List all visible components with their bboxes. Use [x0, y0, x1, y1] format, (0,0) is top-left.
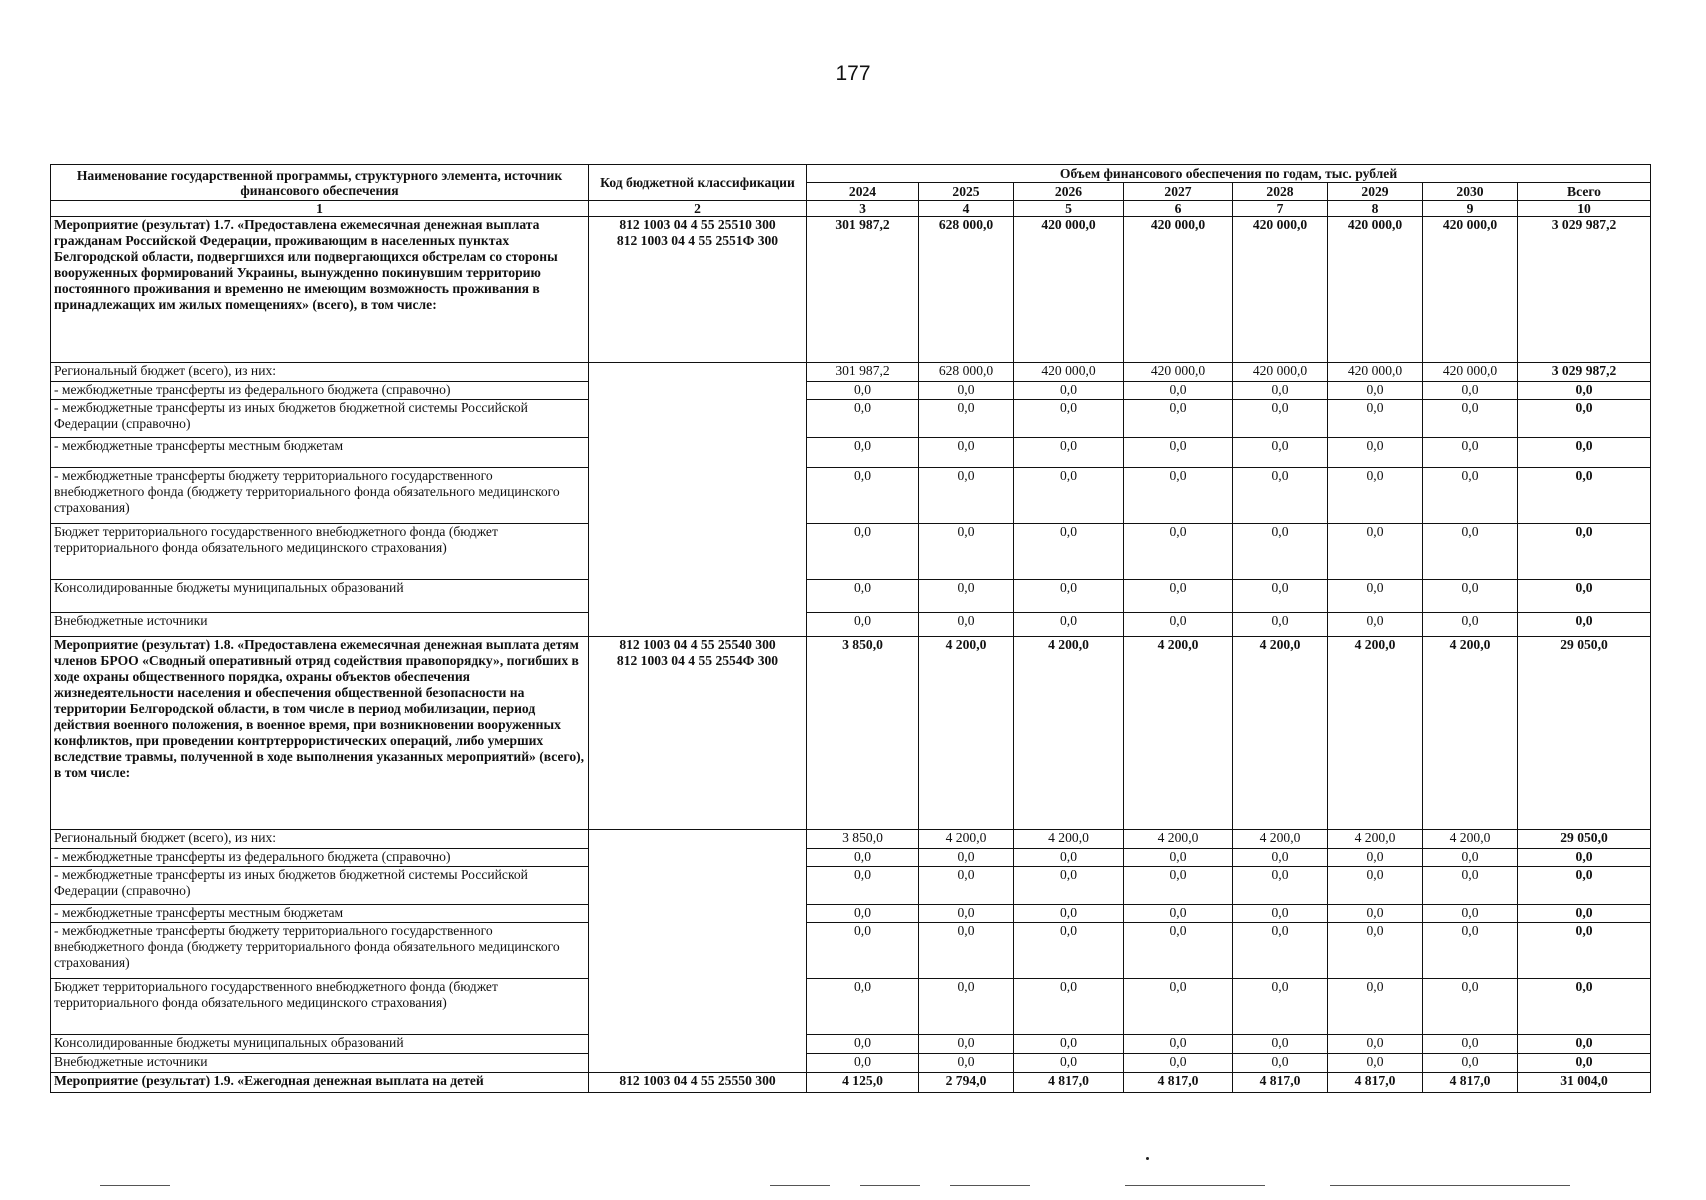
year-value: 0,0 — [1124, 382, 1233, 400]
year-value: 3 850,0 — [807, 830, 919, 849]
year-value: 420 000,0 — [1124, 363, 1233, 382]
year-value: 420 000,0 — [1014, 217, 1124, 363]
year-value: 628 000,0 — [919, 363, 1014, 382]
source-row — [51, 1035, 1651, 1054]
year-value: 301 987,2 — [807, 363, 919, 382]
source-name: - межбюджетные трансферты местным бюджетам — [51, 905, 589, 923]
year-value: 420 000,0 — [1014, 363, 1124, 382]
year-value: 4 200,0 — [1233, 830, 1328, 849]
source-name: Консолидированные бюджеты муниципальных образований — [51, 580, 589, 613]
year-value: 0,0 — [807, 382, 919, 400]
year-value: 4 200,0 — [919, 830, 1014, 849]
year-value: 0,0 — [1328, 400, 1423, 438]
year-value: 0,0 — [919, 524, 1014, 580]
year-value: 420 000,0 — [1423, 217, 1518, 363]
total-value: 0,0 — [1518, 468, 1651, 524]
total-value: 0,0 — [1518, 1035, 1651, 1054]
year-value: 0,0 — [1423, 613, 1518, 637]
measure-name: Мероприятие (результат) 1.8. «Предоставлена ежемесячная денежная выплата детям членов БРОО «Сводный оперативный отряд содействия правопорядку», погибших в ходе охраны общественного порядка, охраны объектов обеспечения жизнедеятельности населения и обеспечения общественной безопасности на территории Белгородской области, в том числе в период мобилизации, период действия военного положения, в военное время, при возникновении вооруженных конфликтов, при проведении контртеррористических операций, либо умерших вследствие травмы, полученной в ходе выполнения указанных мероприятий» (всего), в том числе: — [51, 637, 589, 830]
budget-table — [50, 164, 1651, 1093]
year-value: 0,0 — [1124, 905, 1233, 923]
source-row — [51, 923, 1651, 979]
measure-row — [51, 637, 1651, 830]
total-value: 29 050,0 — [1518, 637, 1651, 830]
total-value: 3 029 987,2 — [1518, 217, 1651, 363]
year-value: 0,0 — [1328, 867, 1423, 905]
year-value: 0,0 — [1124, 613, 1233, 637]
budget-code-cell — [589, 637, 807, 830]
year-value: 0,0 — [919, 438, 1014, 468]
year-value: 2 794,0 — [919, 1073, 1014, 1093]
year-value: 0,0 — [1014, 580, 1124, 613]
year-value: 0,0 — [1423, 979, 1518, 1035]
year-value: 0,0 — [1423, 524, 1518, 580]
year-value: 0,0 — [1014, 849, 1124, 867]
year-value: 0,0 — [1233, 867, 1328, 905]
year-value: 301 987,2 — [807, 217, 919, 363]
year-value: 0,0 — [1328, 1035, 1423, 1054]
source-row — [51, 867, 1651, 905]
total-value: 0,0 — [1518, 867, 1651, 905]
year-value: 0,0 — [919, 580, 1014, 613]
year-value: 0,0 — [807, 400, 919, 438]
column-number: 3 — [807, 201, 919, 217]
year-value: 0,0 — [919, 468, 1014, 524]
header-name: Наименование государственной программы, структурного элемента, источник финансового обеспечения — [51, 165, 589, 201]
year-value: 0,0 — [1014, 438, 1124, 468]
source-row — [51, 438, 1651, 468]
year-value: 4 200,0 — [1328, 830, 1423, 849]
source-row — [51, 363, 1651, 382]
total-value: 31 004,0 — [1518, 1073, 1651, 1093]
column-number: 8 — [1328, 201, 1423, 217]
year-value: 0,0 — [919, 979, 1014, 1035]
column-number: 7 — [1233, 201, 1328, 217]
total-value: 0,0 — [1518, 382, 1651, 400]
year-value: 0,0 — [1233, 1035, 1328, 1054]
year-value: 0,0 — [1014, 1035, 1124, 1054]
year-value: 0,0 — [1328, 923, 1423, 979]
year-value: 0,0 — [1328, 979, 1423, 1035]
column-number: 2 — [589, 201, 807, 217]
year-value: 0,0 — [807, 1035, 919, 1054]
source-row — [51, 524, 1651, 580]
year-value: 0,0 — [1124, 580, 1233, 613]
year-value: 0,0 — [919, 613, 1014, 637]
source-row — [51, 1054, 1651, 1073]
budget-code-empty — [589, 830, 807, 1073]
column-number: 4 — [919, 201, 1014, 217]
year-value: 420 000,0 — [1233, 363, 1328, 382]
total-value: 0,0 — [1518, 438, 1651, 468]
year-value: 3 850,0 — [807, 637, 919, 830]
year-value: 0,0 — [807, 613, 919, 637]
budget-code: 812 1003 04 4 55 2554Ф 300 — [616, 653, 779, 668]
year-value: 0,0 — [1124, 979, 1233, 1035]
source-name: - межбюджетные трансферты из федерального бюджета (справочно) — [51, 849, 589, 867]
year-value: 4 817,0 — [1423, 1073, 1518, 1093]
year-value: 0,0 — [919, 382, 1014, 400]
year-value: 0,0 — [1233, 1054, 1328, 1073]
year-value: 4 200,0 — [1328, 637, 1423, 830]
total-value: 0,0 — [1518, 923, 1651, 979]
year-value: 0,0 — [1014, 613, 1124, 637]
year-value: 0,0 — [1124, 438, 1233, 468]
year-value: 4 200,0 — [919, 637, 1014, 830]
column-number: 9 — [1423, 201, 1518, 217]
year-value: 420 000,0 — [1328, 217, 1423, 363]
source-name: Региональный бюджет (всего), из них: — [51, 830, 589, 849]
year-value: 0,0 — [1233, 979, 1328, 1035]
budget-code: 812 1003 04 4 55 25510 300 — [619, 217, 776, 232]
total-value: 0,0 — [1518, 613, 1651, 637]
source-row — [51, 613, 1651, 637]
source-name: - межбюджетные трансферты бюджету территориального государственного внебюджетного фонда (бюджету территориального фонда обязательного медицинского страхования) — [51, 468, 589, 524]
year-value: 4 125,0 — [807, 1073, 919, 1093]
year-value: 4 200,0 — [1124, 830, 1233, 849]
year-value: 0,0 — [1014, 400, 1124, 438]
year-value: 0,0 — [807, 524, 919, 580]
year-value: 0,0 — [1423, 923, 1518, 979]
year-value: 4 200,0 — [1014, 830, 1124, 849]
year-value: 0,0 — [1423, 905, 1518, 923]
year-value: 0,0 — [807, 867, 919, 905]
total-value: 0,0 — [1518, 580, 1651, 613]
year-value: 0,0 — [1423, 867, 1518, 905]
year-value: 0,0 — [807, 580, 919, 613]
year-value: 0,0 — [1014, 979, 1124, 1035]
column-number: 1 — [51, 201, 589, 217]
header-year: 2025 — [919, 183, 1014, 201]
year-value: 0,0 — [919, 400, 1014, 438]
header-year: 2024 — [807, 183, 919, 201]
year-value: 0,0 — [1233, 524, 1328, 580]
source-row — [51, 830, 1651, 849]
year-value: 0,0 — [1233, 438, 1328, 468]
year-value: 0,0 — [807, 979, 919, 1035]
header-year: 2030 — [1423, 183, 1518, 201]
year-value: 0,0 — [1328, 438, 1423, 468]
budget-code-cell — [589, 1073, 807, 1093]
year-value: 0,0 — [1423, 1054, 1518, 1073]
scan-artifacts — [0, 1185, 1706, 1195]
year-value: 0,0 — [1233, 580, 1328, 613]
year-value: 0,0 — [919, 923, 1014, 979]
year-value: 0,0 — [919, 867, 1014, 905]
source-name: Внебюджетные источники — [51, 1054, 589, 1073]
source-row — [51, 849, 1651, 867]
total-value: 0,0 — [1518, 849, 1651, 867]
year-value: 4 817,0 — [1328, 1073, 1423, 1093]
year-value: 0,0 — [1423, 382, 1518, 400]
year-value: 4 200,0 — [1124, 637, 1233, 830]
year-value: 0,0 — [1328, 524, 1423, 580]
year-value: 0,0 — [1233, 468, 1328, 524]
budget-code: 812 1003 04 4 55 25540 300 — [619, 637, 776, 652]
budget-code-empty — [589, 363, 807, 637]
measure-row — [51, 217, 1651, 363]
year-value: 420 000,0 — [1233, 217, 1328, 363]
year-value: 0,0 — [1328, 1054, 1423, 1073]
year-value: 0,0 — [1328, 382, 1423, 400]
year-value: 0,0 — [1233, 923, 1328, 979]
source-row — [51, 382, 1651, 400]
year-value: 420 000,0 — [1124, 217, 1233, 363]
year-value: 0,0 — [807, 438, 919, 468]
year-value: 0,0 — [1014, 468, 1124, 524]
year-value: 0,0 — [807, 905, 919, 923]
header-year: 2026 — [1014, 183, 1124, 201]
year-value: 0,0 — [1233, 613, 1328, 637]
source-name: Региональный бюджет (всего), из них: — [51, 363, 589, 382]
year-value: 0,0 — [1423, 580, 1518, 613]
year-value: 0,0 — [919, 1054, 1014, 1073]
source-row — [51, 468, 1651, 524]
source-row — [51, 580, 1651, 613]
page-number: 177 — [835, 62, 871, 85]
year-value: 0,0 — [1014, 923, 1124, 979]
source-row — [51, 400, 1651, 438]
source-name: - межбюджетные трансферты бюджету территориального государственного внебюджетного фонда (бюджету территориального фонда обязательного медицинского страхования) — [51, 923, 589, 979]
column-number: 5 — [1014, 201, 1124, 217]
year-value: 0,0 — [1124, 867, 1233, 905]
year-value: 0,0 — [1124, 1035, 1233, 1054]
total-value: 0,0 — [1518, 979, 1651, 1035]
year-value: 4 200,0 — [1233, 637, 1328, 830]
header-code: Код бюджетной классификации — [589, 165, 807, 201]
measure-name: Мероприятие (результат) 1.7. «Предоставлена ежемесячная денежная выплата гражданам Российской Федерации, проживающим в населенных пунктах Белгородской области, подвергшихся или подвергающихся обстрелам со стороны вооруженных формирований Украины, вынужденно покинувшим территорию постоянного проживания и временно не имеющим возможность проживания в принадлежащих им жилых помещениях» (всего), в том числе: — [51, 217, 589, 363]
source-row — [51, 905, 1651, 923]
year-value: 0,0 — [1328, 468, 1423, 524]
header-year: 2027 — [1124, 183, 1233, 201]
year-value: 0,0 — [1014, 867, 1124, 905]
source-name: Консолидированные бюджеты муниципальных образований — [51, 1035, 589, 1054]
year-value: 0,0 — [1423, 849, 1518, 867]
year-value: 628 000,0 — [919, 217, 1014, 363]
column-number: 6 — [1124, 201, 1233, 217]
year-value: 0,0 — [1014, 1054, 1124, 1073]
total-value: 29 050,0 — [1518, 830, 1651, 849]
source-name: - межбюджетные трансферты из иных бюджетов бюджетной системы Российской Федерации (справочно) — [51, 400, 589, 438]
year-value: 4 817,0 — [1014, 1073, 1124, 1093]
year-value: 0,0 — [1233, 382, 1328, 400]
year-value: 0,0 — [1233, 849, 1328, 867]
year-value: 420 000,0 — [1328, 363, 1423, 382]
column-number: 10 — [1518, 201, 1651, 217]
total-value: 0,0 — [1518, 400, 1651, 438]
source-name: - межбюджетные трансферты местным бюджетам — [51, 438, 589, 468]
year-value: 0,0 — [1124, 400, 1233, 438]
source-name: Внебюджетные источники — [51, 613, 589, 637]
year-value: 0,0 — [807, 849, 919, 867]
year-value: 0,0 — [919, 905, 1014, 923]
year-value: 0,0 — [807, 923, 919, 979]
year-value: 0,0 — [807, 468, 919, 524]
year-value: 0,0 — [1014, 905, 1124, 923]
measure-name: Мероприятие (результат) 1.9. «Ежегодная денежная выплата на детей — [51, 1073, 589, 1093]
source-name: Бюджет территориального государственного внебюджетного фонда (бюджет территориального фонда обязательного медицинского страхования) — [51, 524, 589, 580]
year-value: 0,0 — [807, 1054, 919, 1073]
budget-code: 812 1003 04 4 55 2551Ф 300 — [616, 233, 779, 248]
year-value: 0,0 — [1423, 1035, 1518, 1054]
year-value: 4 200,0 — [1014, 637, 1124, 830]
year-value: 0,0 — [1423, 468, 1518, 524]
header-year: 2029 — [1328, 183, 1423, 201]
year-value: 0,0 — [1423, 400, 1518, 438]
budget-code-cell — [589, 217, 807, 363]
year-value: 0,0 — [1233, 400, 1328, 438]
year-value: 0,0 — [1328, 613, 1423, 637]
header-year: 2028 — [1233, 183, 1328, 201]
year-value: 0,0 — [1328, 849, 1423, 867]
year-value: 0,0 — [1328, 580, 1423, 613]
year-value: 4 817,0 — [1233, 1073, 1328, 1093]
year-value: 0,0 — [1423, 438, 1518, 468]
header-volume: Объем финансового обеспечения по годам, тыс. рублей — [807, 165, 1651, 183]
year-value: 0,0 — [919, 849, 1014, 867]
total-value: 3 029 987,2 — [1518, 363, 1651, 382]
total-value: 0,0 — [1518, 1054, 1651, 1073]
year-value: 420 000,0 — [1423, 363, 1518, 382]
year-value: 0,0 — [1233, 905, 1328, 923]
source-name: - межбюджетные трансферты из федерального бюджета (справочно) — [51, 382, 589, 400]
year-value: 0,0 — [919, 1035, 1014, 1054]
year-value: 4 817,0 — [1124, 1073, 1233, 1093]
budget-code: 812 1003 04 4 55 25550 300 — [619, 1073, 776, 1088]
year-value: 4 200,0 — [1423, 830, 1518, 849]
year-value: 0,0 — [1124, 1054, 1233, 1073]
year-value: 4 200,0 — [1423, 637, 1518, 830]
source-name: Бюджет территориального государственного внебюджетного фонда (бюджет территориального фонда обязательного медицинского страхования) — [51, 979, 589, 1035]
year-value: 0,0 — [1124, 524, 1233, 580]
year-value: 0,0 — [1124, 923, 1233, 979]
year-value: 0,0 — [1328, 905, 1423, 923]
year-value: 0,0 — [1014, 382, 1124, 400]
total-value: 0,0 — [1518, 905, 1651, 923]
total-value: 0,0 — [1518, 524, 1651, 580]
header-total: Всего — [1518, 183, 1651, 201]
source-name: - межбюджетные трансферты из иных бюджетов бюджетной системы Российской Федерации (справочно) — [51, 867, 589, 905]
year-value: 0,0 — [1124, 849, 1233, 867]
year-value: 0,0 — [1124, 468, 1233, 524]
measure-row — [51, 1073, 1651, 1093]
source-row — [51, 979, 1651, 1035]
scan-speck — [1146, 1157, 1149, 1160]
year-value: 0,0 — [1014, 524, 1124, 580]
